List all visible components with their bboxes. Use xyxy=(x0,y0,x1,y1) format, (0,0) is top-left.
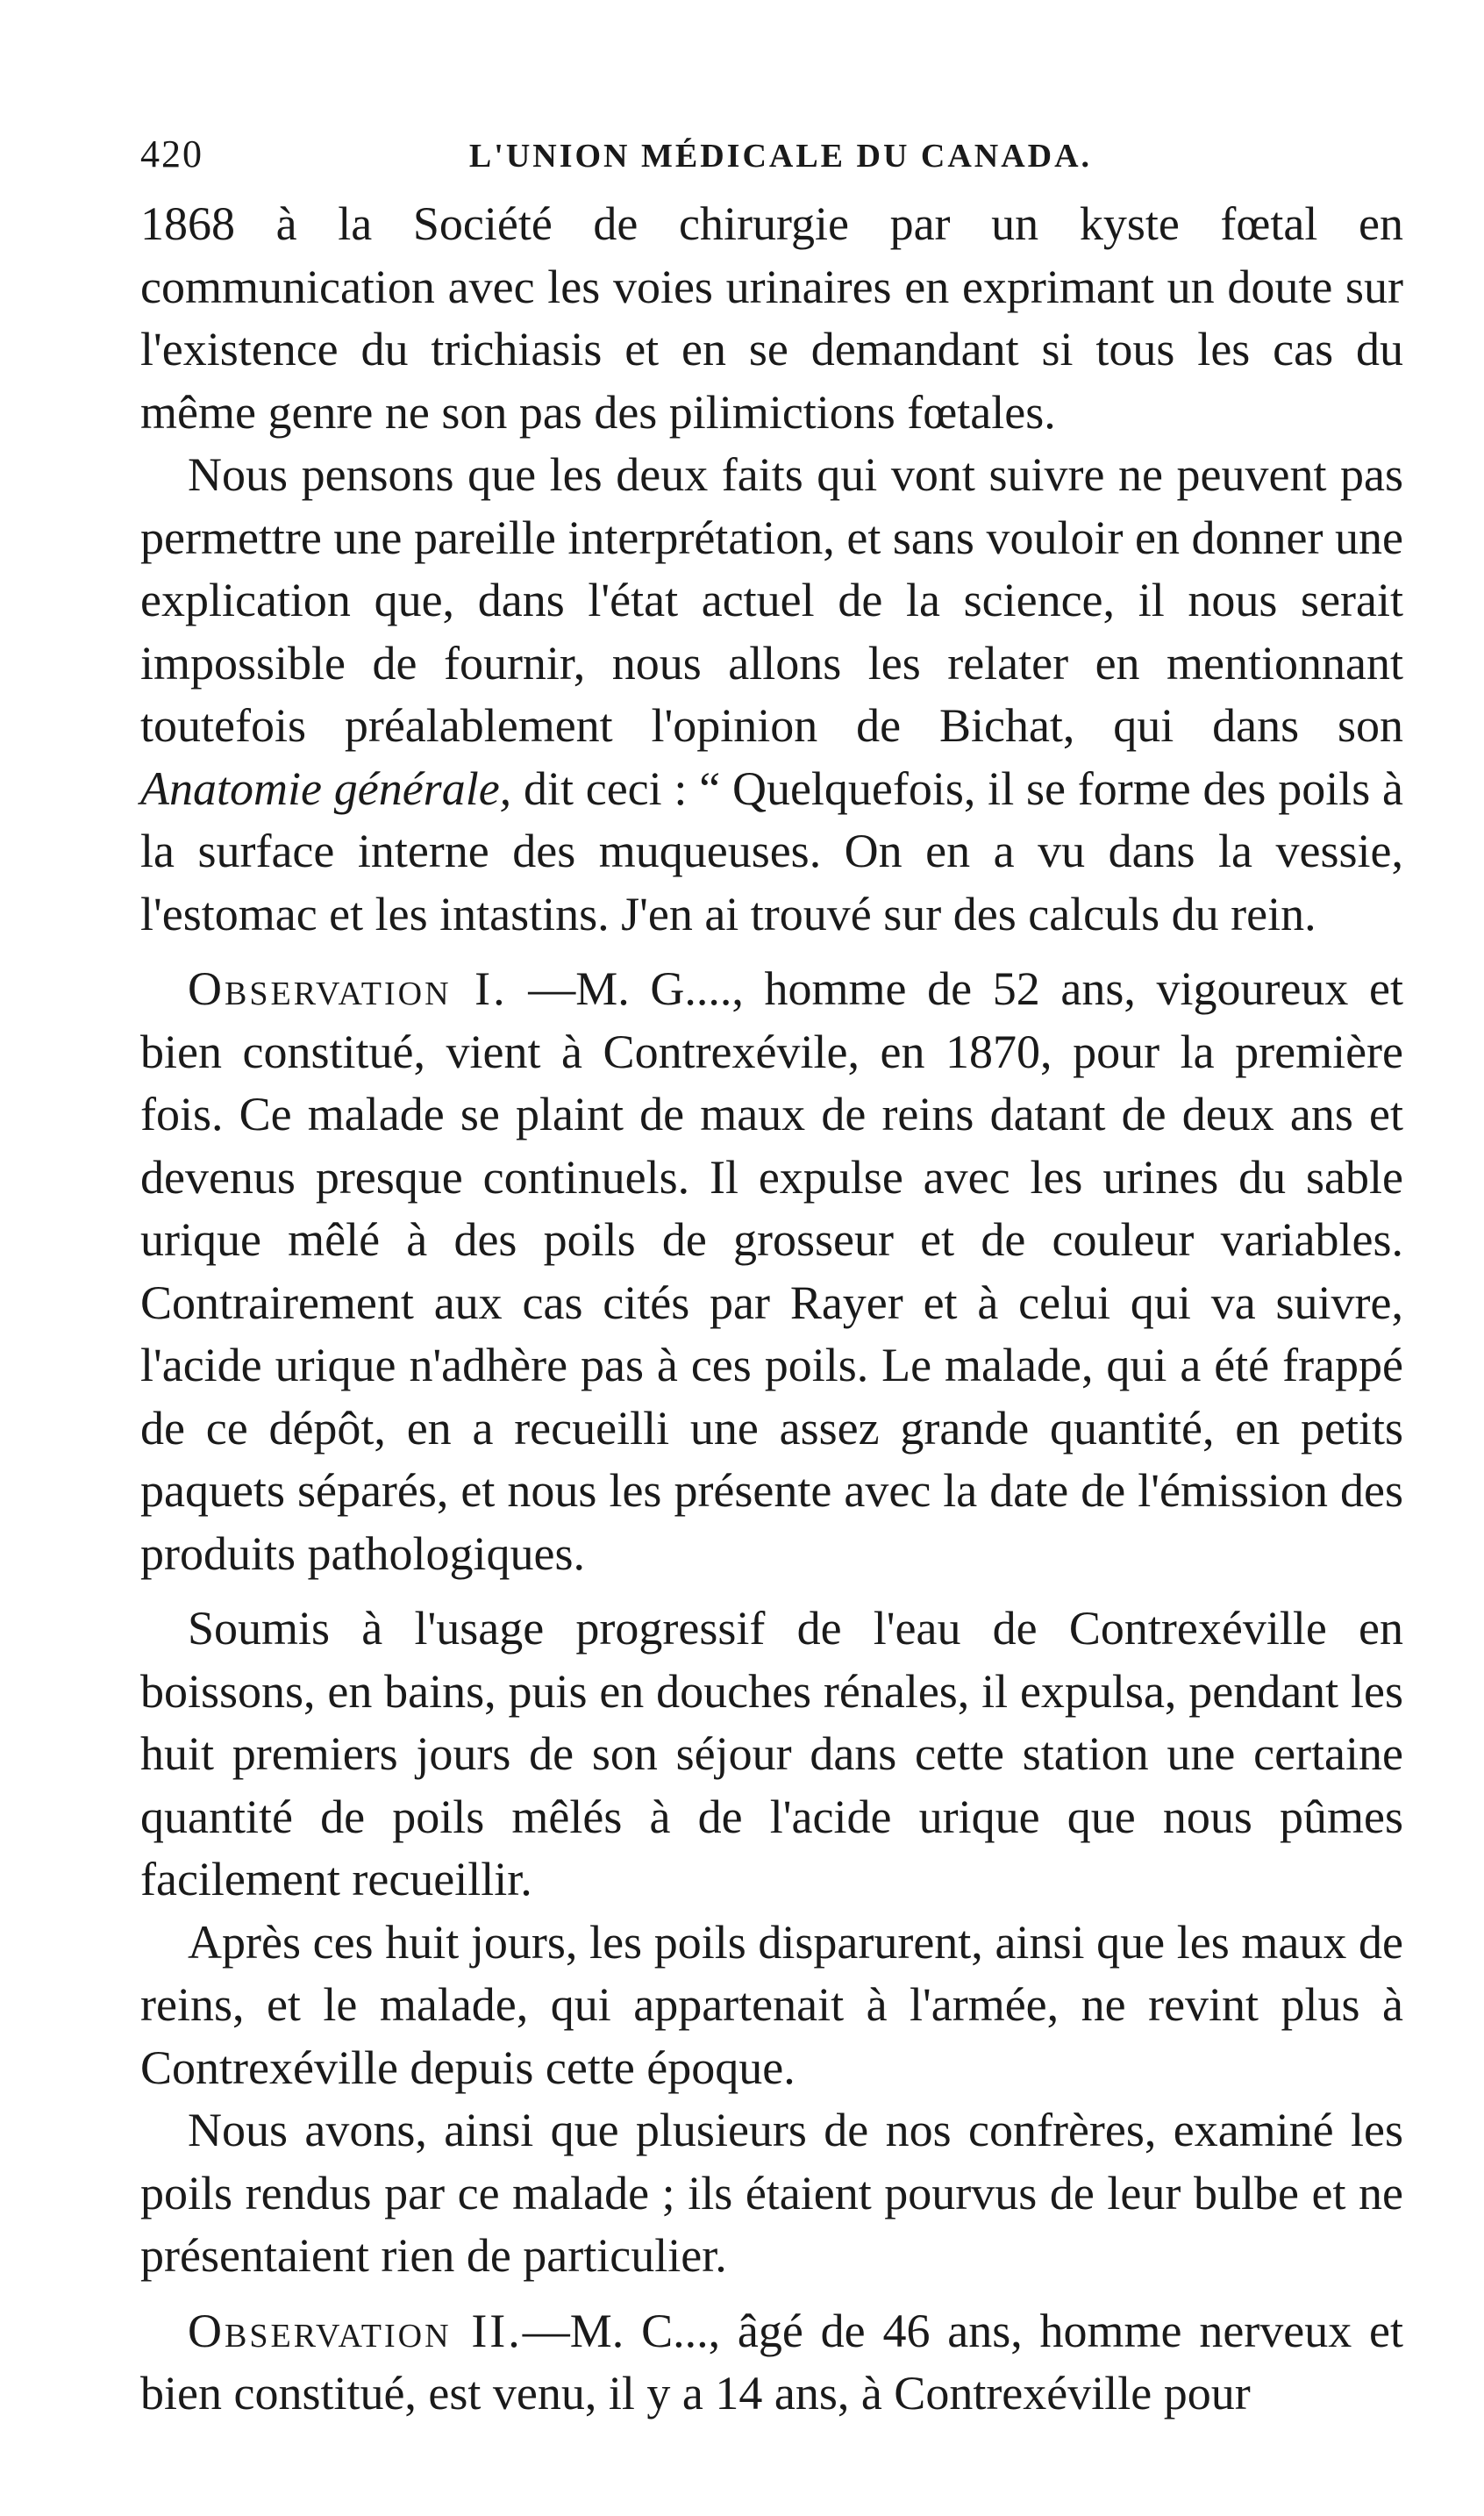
observation-1 xyxy=(140,958,1403,1585)
running-title: L'UNION MÉDICALE DU CANADA. xyxy=(468,138,1093,175)
observation-2 xyxy=(140,2300,1403,2426)
paragraph-text: Nous avons, ainsi que plusieurs de nos confrères, examiné les poils rendus par ce malade ; ils étaient pourvus de leur bulbe et ne présentaient rien de particulier. xyxy=(140,2104,1403,2282)
paragraph-text: 1868 à la Société de chirurgie par un kyste fœtal en communication avec les voies urinaires en exprimant un doute sur l'existence du trichiasis et en se demandant si tous les cas du même genre ne son pas des pilimictions fœtales. xyxy=(140,197,1403,439)
observation-text: —M. G...., homme de 52 ans, vigoureux et bien constitué, vient à Contrexévile, en 1870, pour la première fois. Ce malade se plaint de maux de reins datant de deux ans et devenus presque continuels. Il expulse avec les urines du sable urique mêlé à des poils de grosseur et de couleur variables. Contrairement aux cas cités par Rayer et à celui qui va suivre, l'acide urique n'adhère pas à ces poils. Le malade, qui a été frappé de ce dépôt, en a recueilli une assez grande quantité, en petits paquets séparés, et nous les présente avec la date de l'émission des produits pathologiques. xyxy=(140,962,1404,1580)
paragraph-examination xyxy=(140,2099,1403,2288)
page-header xyxy=(140,132,1403,193)
quotation-text: dit ceci : “ Quelquefois, il se forme des poils à la surface interne des muqueuses. On en a vu dans la vessie, l'estomac et les intastins. J'en ai trouvé sur des calculs du rein. xyxy=(140,761,1403,940)
paragraph-1 xyxy=(140,193,1403,444)
document-page xyxy=(140,132,1403,2426)
body-text xyxy=(140,193,1403,2426)
paragraph-outcome xyxy=(140,1912,1403,2100)
paragraph-text: Soumis à l'usage progressif de l'eau de Contrexéville en boissons, en bains, puis en douches rénales, il expulsa, pendant les huit premiers jours de son séjour dans cette station une certaine quantité de poils mêlés à de l'acide urique que nous pûmes facilement recueillir. xyxy=(140,1602,1403,1905)
paragraph-text: Nous pensons que les deux faits qui vont suivre ne peuvent pas permettre une pareille interprétation, et sans vouloir en donner une explication que, dans l'état actuel de la science, il nous serait impossible de fournir, nous allons les relater en mentionnant toutefois préalablement l'opinion de Bichat, qui dans son xyxy=(140,448,1403,752)
observation-heading: Observation II. xyxy=(188,2304,523,2357)
paragraph-text: Après ces huit jours, les poils disparurent, ainsi que les maux de reins, et le malade, qui appartenait à l'armée, ne revint plus à Contrexéville depuis cette époque. xyxy=(140,1915,1403,2094)
observation-heading: Observation I. xyxy=(188,962,508,1015)
observation-text: —M. C..., âgé de 46 ans, homme nerveux et bien constitué, est venu, il y a 14 ans, à Contrexéville pour xyxy=(140,2304,1404,2420)
book-title: Anatomie générale, xyxy=(140,761,512,815)
paragraph-2 xyxy=(140,444,1403,946)
page-number: 420 xyxy=(140,132,203,175)
paragraph-treatment xyxy=(140,1598,1403,1912)
